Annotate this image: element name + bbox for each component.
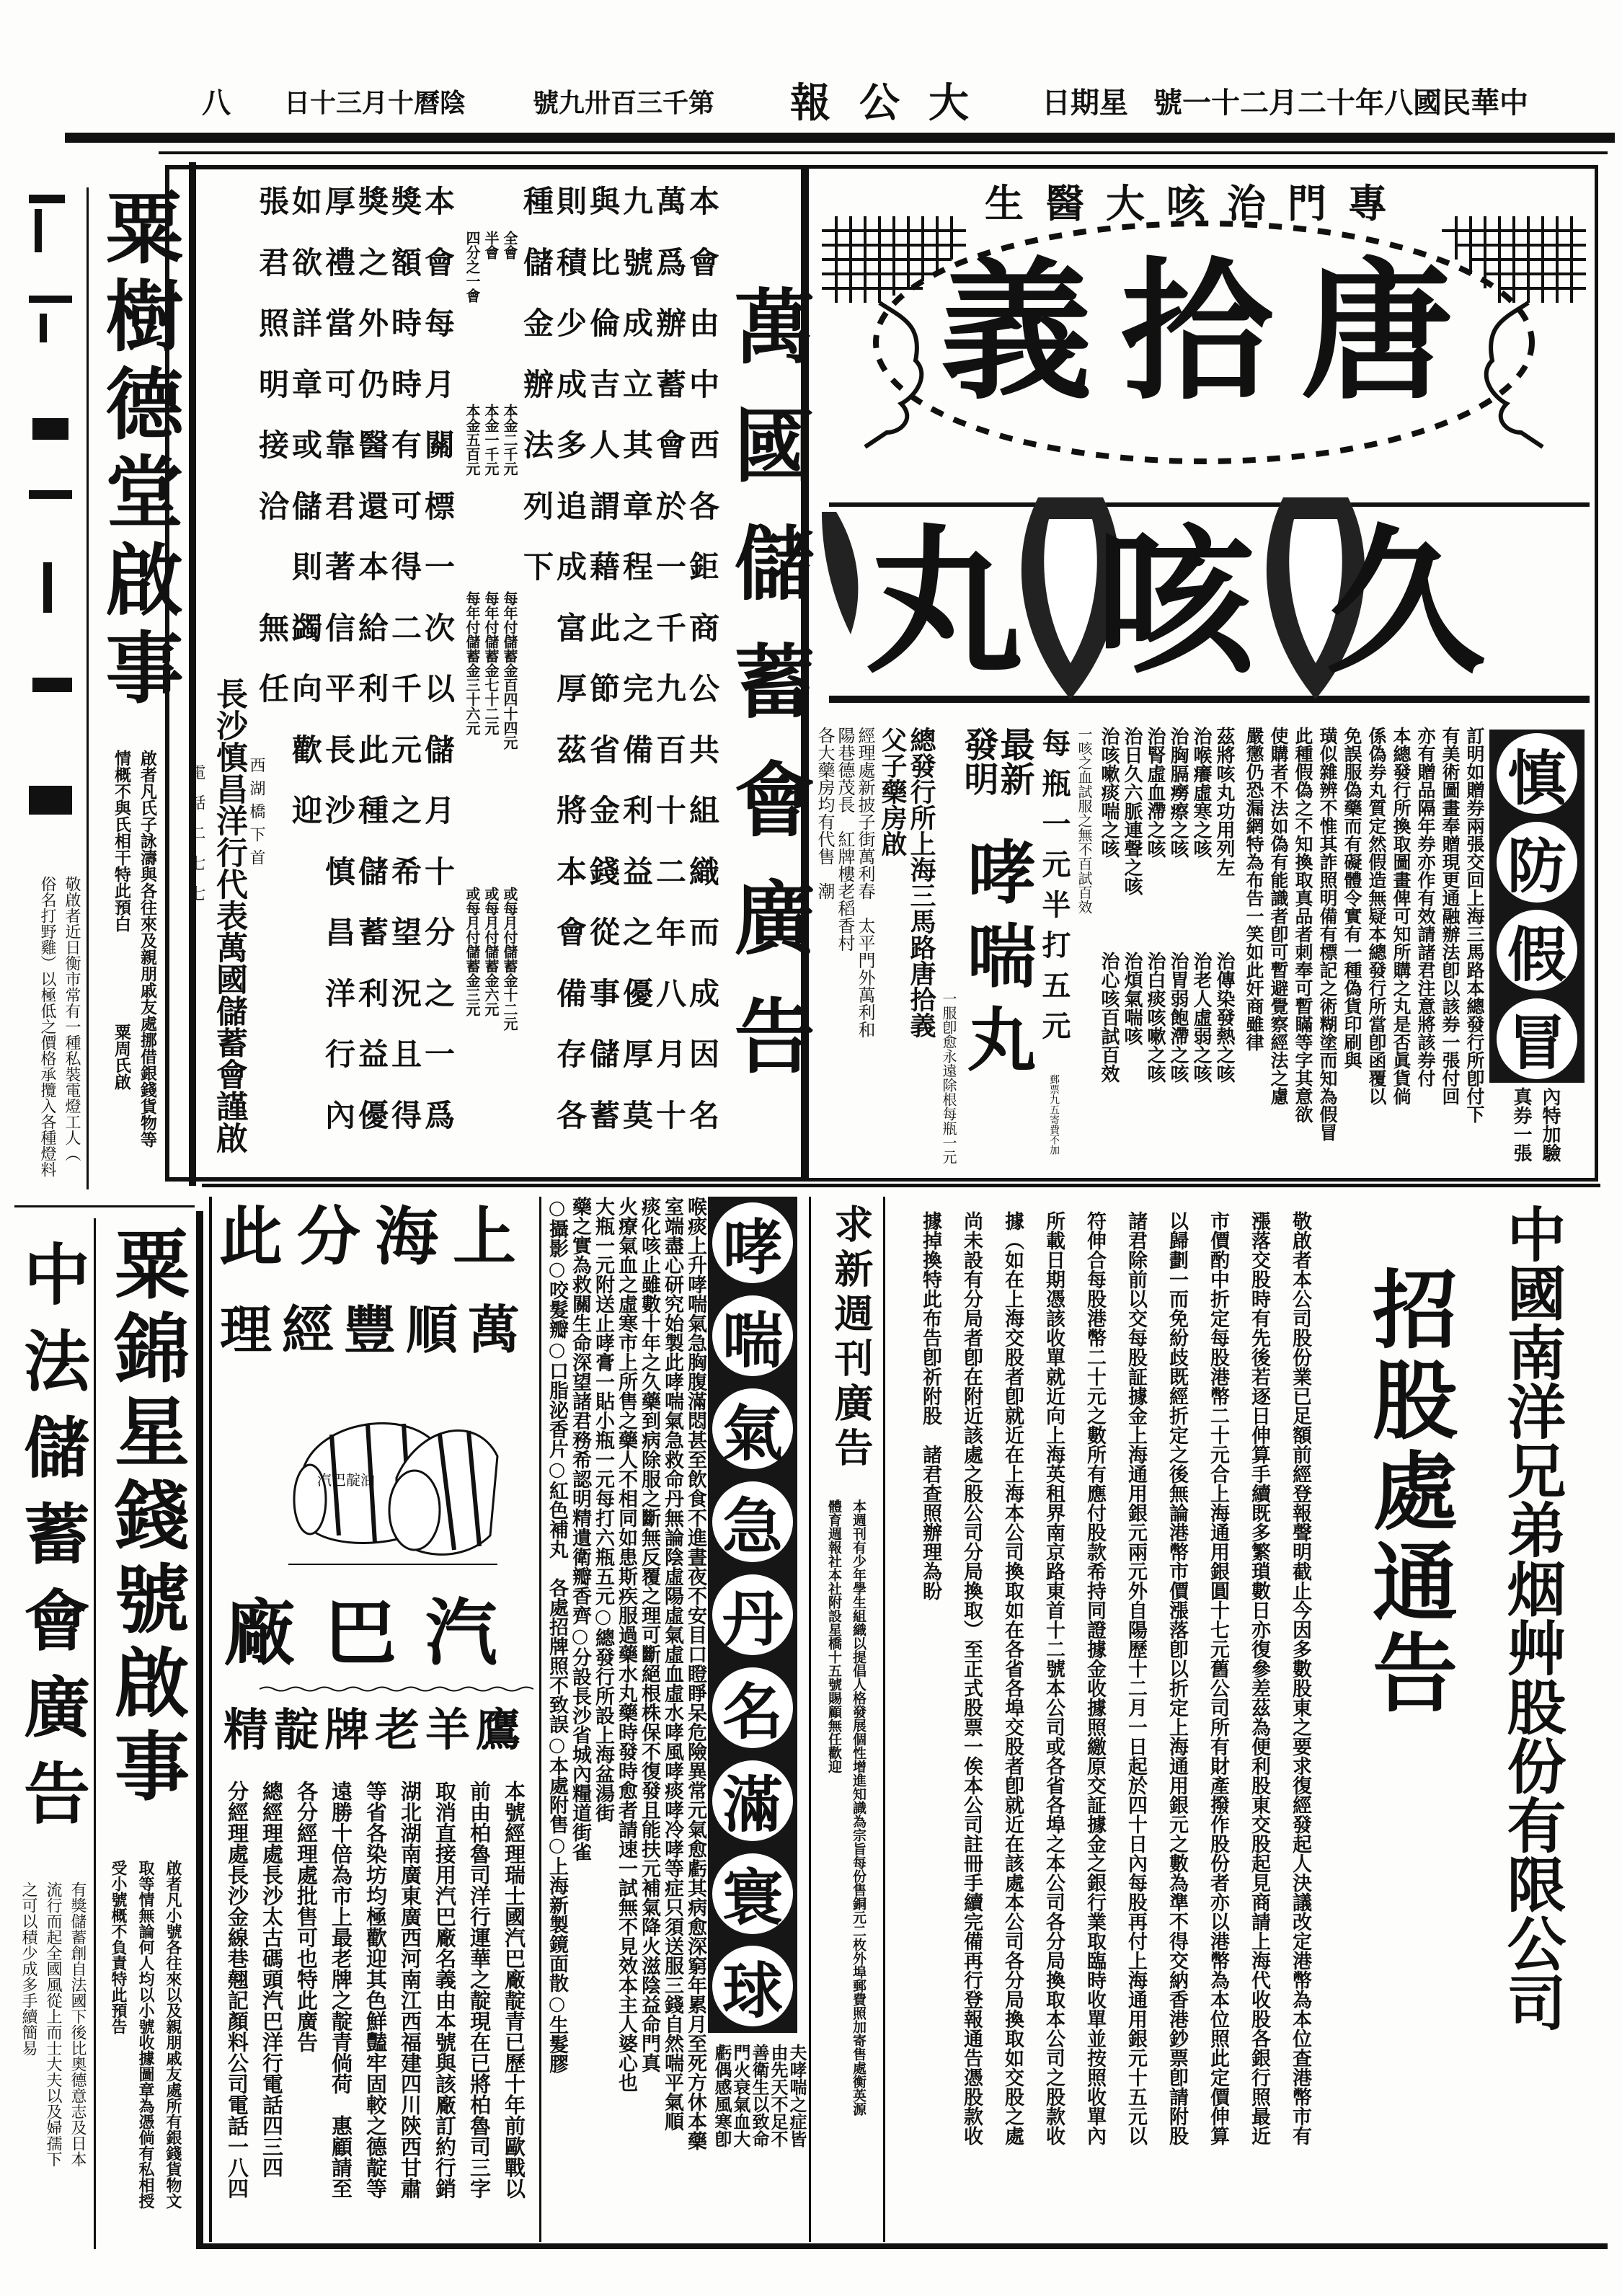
notice-column: 有美術圖畫奉贈現更通融辦法卽以該券一張付回 [1440, 727, 1461, 1105]
barrel-label: 汽巴靛油 [317, 1471, 375, 1489]
agents [815, 727, 875, 1170]
asthma-body [545, 1197, 706, 2235]
text-row: 標可還君儲洽 [258, 488, 458, 524]
title-char-circle: 球 [712, 1946, 793, 2026]
text-row: 商千之此富 [556, 610, 722, 646]
notice-column: 此種假偽之不知換取真品者刺奉可暫瞞等字其意欲 [1293, 727, 1313, 1123]
tang-brand-name: 唐拾義 [940, 242, 1481, 420]
badge-char: 慎 [1497, 733, 1577, 814]
section-rule [14, 1205, 195, 1207]
monthly-payment: 或每月付儲蓄金三元 [464, 887, 481, 1016]
text-row: 月之種沙迎 [291, 793, 458, 828]
ad-column: 體育週報社本社附設星橋十五號賜顧無任歡迎 [826, 1499, 842, 1773]
ad-column: 湖北湖南廣東廣西河南江西福建四川陝西甘肅 [398, 1781, 422, 2199]
text-row: 因月厚儲存 [556, 1037, 722, 1072]
principal-amount: 本金一千元 [482, 404, 500, 476]
text-row: 名十莫蓄各 [556, 1097, 722, 1133]
ad-column: 各分經理處批售可也特此廣告 [294, 1781, 319, 2052]
qiuxin-title: 求新週刊廣告 [828, 1204, 874, 1472]
ciba-line2: 萬順豐經理 [219, 1299, 530, 1360]
column-divider [809, 1197, 811, 2242]
beware-counterfeit-badge [1489, 730, 1585, 1083]
notice-column: 據（如在上海交股者卽就近在上海本公司換取如在各省各埠交股者卽就近在該處本公司各分局換取如交股之處 [1001, 1211, 1024, 2145]
masthead-paper-name: 大公報 [790, 79, 998, 127]
use-item: 治胃弱飽滯之咳 [1167, 952, 1189, 1083]
tang-header: 專門治咳大醫生 [985, 180, 1409, 226]
text-row: 各於章謂追列 [523, 488, 722, 524]
text-row: 分望蓄昌 [324, 915, 458, 950]
title-char-circle: 急 [712, 1481, 793, 1562]
note-column: 真券一張 [1510, 1087, 1532, 1162]
text-row: 次二給信蠲無 [258, 610, 458, 646]
ad-column: 門火衰氣血大 [730, 2044, 751, 2147]
text-row: 共百備省茲 [556, 732, 722, 768]
ad-column: 喉痰上升哮喘氣急胸腹滿悶甚至飲食不進晝夜不安目口瞪睜呆危險異常元氣愈虧其病愈深窮年累月至死方休本藥 [684, 1197, 706, 2150]
uses-list-bottom [1097, 952, 1236, 1168]
nanyang-body [910, 1211, 1321, 2177]
asthma-pill-note: 一服卽愈永遠除根每瓶一元 [940, 991, 957, 1164]
wanguo-principals [463, 404, 519, 548]
text-row: 一且益行 [324, 1037, 458, 1072]
notice-column: 免誤服偽藥而有礙體令實有一種偽貨印刷與 [1342, 727, 1362, 1069]
monthly-payment: 或每月付儲蓄金十二元 [501, 887, 518, 1031]
yearly-payment: 每年付儲蓄金三十六元 [464, 591, 481, 735]
notice-column: 取等情無論何人均以小號收據圖章為憑倘有私相授 [136, 1860, 155, 2209]
badge-char: 防 [1497, 822, 1577, 903]
notice-column: 啟者凡小號各往來以及親朋戚友處所有銀錢貨物文 [164, 1860, 182, 2209]
ad-column: 前由柏魯司洋行運華之靛現在已將柏魯司三字 [467, 1781, 492, 2199]
ad-column: 大瓶一元附送止哮膏一貼小瓶一元每打六瓶五元○總發行所設上海盆湯街 [592, 1197, 614, 1822]
issuer [878, 727, 936, 1170]
tang-product-name: 久咳丸 [864, 508, 1557, 695]
text-row: 中蓄立吉成辦 [523, 366, 722, 402]
notice-column: 以歸劃一而免紛歧既經折定之後無論港幣市價漲落卽以折定上海通用銀元之數為準不得交納香港鈔票卽請附股 [1166, 1211, 1188, 2145]
notice-column: 敬啟者本公司股份業已足額前經登報聲明截止今因多數股東之要求復經發起人決議改定港幣為本位查港幣市有 [1289, 1211, 1311, 2145]
use-item: 治老人虛弱之咳 [1190, 952, 1212, 1083]
notice-column: 尚未設有分局者卽在附近該處之股公司分局換取）至正式股票一俟本公司註冊手續完備再行登報通告憑股款收 [960, 1211, 983, 2145]
ad-column: 善衛生以致命 [749, 2044, 770, 2147]
ad-column: 火療氣血之虛寒市上所售之藥人不相同如患斯疾服過藥水丸藥時發時愈者請速一試無不見效本主人婆心也 [615, 1197, 637, 2092]
price: 每瓶一元半打五元 [1037, 728, 1071, 1051]
column-divider [209, 1197, 212, 2242]
text-row: 成八優事備 [556, 975, 722, 1011]
ciba-line1: 上海分此 [218, 1199, 531, 1274]
use-item: 治胸膈癆瘵之咳 [1167, 727, 1189, 858]
title-char-circle: 喘 [712, 1295, 793, 1376]
lishude-title: 粟樹德堂啟事 [92, 187, 183, 715]
use-item: 治日久六脈連聲之咳 [1121, 727, 1143, 895]
ad-column: 本週刊有少年學生組織以提倡人格發展個性增進知識為宗旨每份售銅元二枚外埠郵費照加寄售處衡英源 [851, 1499, 867, 2116]
ad-column: 由先天不足不 [768, 2044, 789, 2147]
masthead-issue: 第千三百卅九號 [532, 88, 714, 118]
text-row: 儲元此長歡 [291, 732, 458, 768]
wanguo-right-rows [505, 172, 722, 1146]
text-row: 十希儲慎 [324, 854, 458, 890]
text-row: 公九完節厚 [556, 671, 722, 706]
use-item: 治腎虛血滯之咳 [1144, 727, 1166, 858]
ad-column: 取消直接用汽巴廠名義由本號與該廠訂約行銷 [433, 1781, 457, 2199]
text-row: 每時外當詳照 [258, 306, 458, 341]
partial-notice-body [35, 876, 84, 1200]
new-invention-label: 最新發明 [958, 727, 1034, 796]
share-type: 四分之一會 [464, 231, 481, 303]
postage-note: 郵票九五寄費不加 [1048, 1074, 1060, 1155]
notice-column: 據掉換特此布告卽祈附股 諸君查照辦理為盼 [919, 1211, 941, 1600]
monthly-payment: 或每月付儲蓄金六元 [482, 887, 500, 1016]
lijinxing-title: 粟錦星錢號啟事 [102, 1225, 190, 1811]
share-type: 全會 [501, 231, 518, 260]
title-char-circle: 名 [712, 1667, 793, 1748]
beware-note [1507, 1087, 1564, 1174]
notice-column: 諸君除前以交每股証據金上海通用銀元兩元外自陽歷十二月一日起於四十日內每股再付上海通用銀元十五元以 [1125, 1211, 1147, 2145]
yearly-payment: 每年付儲蓄金百四十四元 [501, 591, 518, 750]
notice-column: 符伸合每股港幣二十元之數所有應付股款希持同證據金收據照繳原交証據金之銀行業取臨時收單並按照收單內 [1083, 1211, 1106, 2145]
text-row: 月時仍可章明 [258, 366, 458, 402]
ad-column: 夫哮喘之症皆 [786, 2044, 807, 2147]
notice-column: 嚴懲仍恐漏網特為布告一笑如此奸商雖律 [1244, 727, 1264, 1051]
notice-column: 漲落交股時有先後若逐日伸算手續既多繁瑣數日亦復參差茲為便利股東交股起見商請上海代收股各銀行照最近 [1248, 1211, 1270, 2145]
wanguo-yearly-payments [463, 591, 519, 829]
text-row: 爲得優內 [324, 1097, 458, 1133]
notice-column: 啟者凡氏子詠濤與各往來及親朋戚友處挪借銀錢貨物等 [138, 750, 157, 1148]
text-row: 會額之禮欲君 [258, 244, 458, 280]
wanguo-phone: 電話二七七 [187, 764, 205, 916]
ad-column: 痰化咳止雖數十年之久藥到病除服之斷無反覆之理可斷絕根株保不復發且能扶元補氣降火滋陰益命門真 [638, 1197, 660, 2073]
notice-column: 係偽券丸質定然假造無疑本總發行所當卽函覆以 [1366, 727, 1387, 1105]
ad-column: 本號經理瑞士國汽巴廠靛青已歷十年前歐戰以 [502, 1781, 526, 2199]
lishude-signature: 粟周氏啟 [112, 1024, 131, 1090]
clipped-heading-fragment [14, 187, 79, 836]
text-row: 織二益錢本 [556, 854, 722, 890]
masthead-thin-rule [159, 151, 1608, 154]
notice-column: 敬啟者近日衡市常有一種私裝電燈工人（ [63, 876, 81, 1161]
uses-intro: 茲將咳丸功用列左 [1213, 727, 1235, 877]
asthma-title-band [708, 1197, 797, 2033]
badge-char: 冒 [1497, 998, 1577, 1079]
text-row: 會爲號比積儲 [523, 244, 722, 280]
share-type: 半會 [482, 231, 500, 260]
notice-column: 市價酌中折定每股港幣二十元合上海通用銀圓十七元舊公司所有財產撥作股份者亦以港幣為本位照此定價伸算 [1207, 1211, 1229, 2145]
wavy-divider [260, 1685, 533, 1693]
ad-column: 流行而起全國風從上而士大夫以及婦孺下 [44, 1881, 62, 2167]
masthead-page-number: 八 [202, 86, 231, 120]
bottom-rule [202, 2243, 1608, 2249]
text-row: 由辦成倫少金 [523, 306, 722, 341]
note-column: 內特加驗 [1539, 1087, 1561, 1162]
section-rule [202, 1184, 1600, 1187]
notice-column: 亦有贈品隔年券亦作有效請諸君注意將該券付 [1415, 727, 1436, 1087]
ad-column: ○攝影○咬髮瓣○口脂泌香片○紅色補丸 各處招牌照不致誤○本處附售○上海新製鏡面散○生髮膠 [546, 1197, 568, 2073]
notice-column: 所載日期憑該收單就近向上海英租界南京路東首十二號本公司或各省各埠之本公司各分局換取本公司之股款收 [1042, 1211, 1065, 2145]
text-row: 本獎獎厚如張 [258, 184, 458, 219]
masthead-rule [65, 133, 1615, 143]
column-divider [196, 1211, 203, 2249]
text-row: 之況利洋 [324, 975, 458, 1011]
notice-column: 俗名打野雞）以極低之價格承攬入各種燈料 [38, 876, 56, 1177]
text-row: 鉅一程藉成下 [523, 549, 722, 585]
masthead-weekday: 星期日 [1042, 86, 1128, 120]
title-char-circle: 哮 [712, 1202, 793, 1283]
agent-column: 各大藥房均有代售 潮 [815, 727, 835, 900]
column-divider [539, 1197, 541, 2242]
ad-column: 總經理處長沙太古碼頭汽巴洋行電話四三四 [260, 1781, 284, 2178]
masthead-date: 中華民國八年十二月二十一號 [1153, 86, 1528, 120]
barrels-illustration [288, 1391, 505, 1579]
asthma-intro [712, 2044, 806, 2238]
column-divider [883, 1197, 885, 2242]
ad-column: 藥之實為救關生命深望諸君務希認明精遺衛瓣香齊○分設長沙省城內糧道街雀 [569, 1197, 591, 1861]
yearly-payment: 每年付儲蓄金七十二元 [482, 591, 500, 735]
issuer-column: 總發行所上海三馬路唐拾義 [906, 727, 936, 1038]
text-row: 以千利平向任 [258, 671, 458, 706]
ad-column: 遠勝十倍為市上最老牌之靛青倘荷 惠顧請至 [329, 1781, 353, 2199]
use-item: 治心咳百試百效 [1098, 952, 1120, 1083]
counterfeit-notice [1241, 727, 1486, 1170]
title-char-circle: 滿 [712, 1760, 793, 1841]
wanguo-signature: 長沙慎昌洋行代表萬國儲蓄會謹啟 [210, 678, 247, 1153]
notice-column: 本總發行所換取圖畫俾可知所購之丸是否眞貨倘 [1391, 727, 1412, 1105]
use-item: 治煩氣喘咳 [1121, 952, 1143, 1045]
zhongfa-body [16, 1881, 89, 2213]
ad-column: 之可以積少成多手續簡易 [19, 1881, 37, 2056]
lijinxing-body [105, 1860, 187, 2235]
column-divider [94, 1218, 96, 2249]
text-row: 組十利金將 [556, 793, 722, 828]
ad-column: 分經理處長沙金線巷翹記顏料公司電話一八四 [225, 1781, 249, 2199]
notice-column: 情概不與氏相干特此預白 [112, 750, 131, 932]
wanguo-address: 西湖橋下首 [247, 757, 265, 872]
ciba-product: 汽巴廠 [223, 1590, 526, 1675]
title-char-circle: 氣 [712, 1388, 793, 1469]
use-item: 治咳嗽痰喘之咳 [1098, 727, 1120, 858]
ad-column: 等省各染坊均極歡迎其色鮮豔牢固較之德靛等 [363, 1781, 388, 2199]
notice-column: 訂明如贈券兩張交回上海三馬路本總發行所卽付下 [1464, 727, 1485, 1123]
ciba-brand-line: 鷹羊老牌靛精 [223, 1703, 526, 1756]
masthead-lunar-date: 陰曆十月三十日 [283, 88, 466, 118]
agent-column: 經理處新披子街萬利春 太平門外萬利和 [855, 727, 875, 1038]
ad-column: 有獎儲蓄創自法國下後比奧德意志及日本 [68, 1881, 87, 2167]
ciba-body [220, 1781, 531, 2235]
title-char-circle: 寰 [712, 1853, 793, 1934]
text-row: 關有醫靠或接 [258, 427, 458, 463]
principal-amount: 本金二千元 [501, 404, 518, 476]
notice-column: 璜似雜辨不惟其詐照明備有標記之術糊塗而知為假冒 [1317, 727, 1338, 1141]
issuer-column: 父子藥房啟 [877, 727, 908, 856]
ad-column: 室端盡心研究始製此哮喘氣急救命丹無論陰虛陽虛氣虛血虛水哮風哮痰哮冷哮等症只須送服三錢自然喘平氣順 [661, 1197, 683, 2131]
wanguo-monthly-payments [463, 887, 519, 1125]
use-item: 治白痰咳嗽之咳 [1144, 952, 1166, 1083]
ad-column: 虧偶感風寒卽 [712, 2044, 732, 2147]
title-char-circle: 丹 [712, 1574, 793, 1655]
uses-list-top [1097, 727, 1213, 936]
trial-note: 一咳之血試服之無不百試百效 [1076, 727, 1093, 914]
nanyang-title: 招股處通告 [1358, 1265, 1458, 1719]
notice-column: 使購者不法如偽有能識者卽可暫避覺察經法之慮 [1268, 727, 1289, 1105]
qiuxin-body [822, 1499, 871, 2235]
zhongfa-title: 中法儲蓄會廣告 [13, 1240, 91, 1845]
nanyang-company-name: 中國南洋兄弟烟艸股份有限公司 [1497, 1204, 1566, 2031]
principal-amount: 本金五百元 [464, 404, 481, 476]
asthma-pill-name: 哮喘丸 [956, 836, 1037, 1087]
badge-char: 假 [1497, 910, 1577, 990]
notice-column: 受小號概不負責特此預告 [109, 1860, 128, 2034]
use-item: 治喉癢虛寒之咳 [1190, 727, 1212, 858]
column-divider [87, 187, 89, 1189]
agent-column: 陽巷德茂長 紅牌樓老稻香村 [835, 727, 855, 952]
wanguo-share-types [463, 231, 519, 339]
text-row: 西會其人多法 [523, 427, 722, 463]
use-item: 治傳染發熱之咳 [1213, 952, 1235, 1083]
wanguo-left-rows [245, 172, 458, 1146]
text-row: 而年之從會 [556, 915, 722, 950]
wanguo-title: 萬國儲蓄會廣告 [721, 285, 815, 1112]
text-row: 本萬九與則種 [523, 184, 722, 219]
text-row: 一得本著則 [291, 549, 458, 585]
